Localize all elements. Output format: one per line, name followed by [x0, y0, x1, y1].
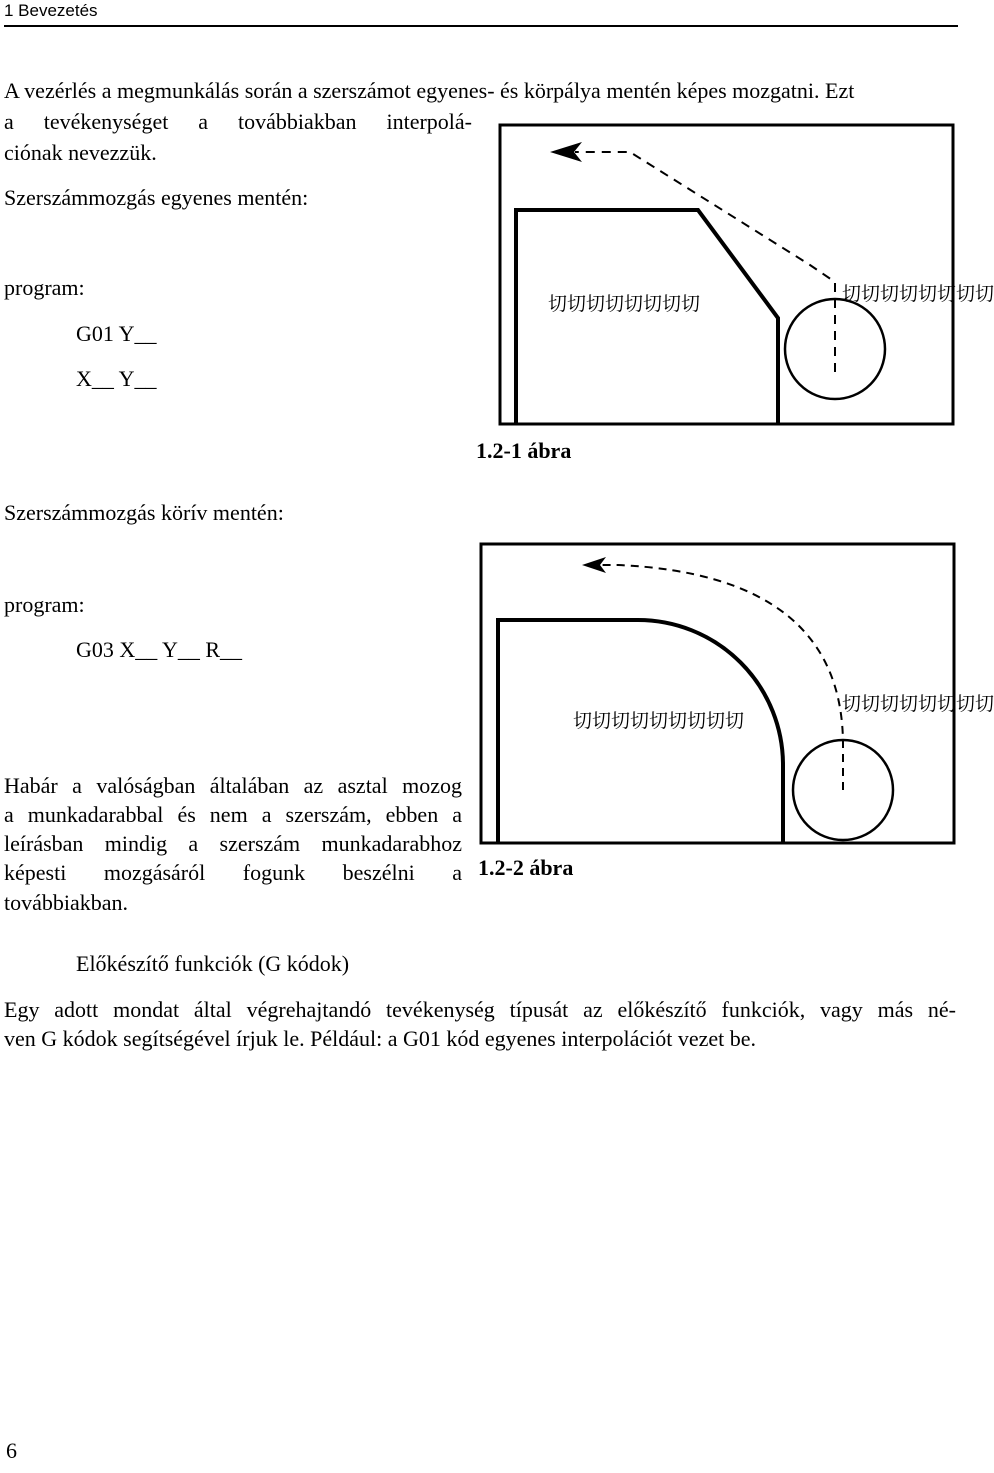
arc-program-label: program: — [4, 592, 85, 617]
page-number: 6 — [6, 1438, 17, 1463]
figure-2-hatch-left: 切切切切切切切切切 — [573, 710, 745, 732]
figure-1-hatch-right: 切切切切切切切切 — [842, 283, 994, 305]
note-line-3: leírásban mindig a szerszám munkadarabhoz — [4, 831, 462, 856]
gcodes-line-1: Egy adott mondat által végrehajtandó tevékenység típusát az előkészítő funkciók, vagy más né- — [4, 997, 956, 1022]
gcodes-line-2: ven G kódok segítségével írjuk le. Például: a G01 kód egyenes interpolációt vezet be. — [4, 1026, 757, 1051]
intro-line-2: a tevékenységet a továbbiakban interpolá- — [4, 109, 472, 134]
arc-title: Szerszámmozgás körív mentén: — [4, 500, 284, 525]
linear-code-1: G01 Y__ — [76, 321, 157, 346]
figure-2-hatch-right: 切切切切切切切切 — [842, 693, 994, 715]
figure-2-arrow-icon — [582, 557, 606, 573]
arc-code-1: G03 X__ Y__ R__ — [76, 637, 243, 662]
figure-2-caption: 1.2-2 ábra — [478, 855, 574, 880]
note-line-4: képesti mozgásáról fogunk beszélni a — [4, 860, 462, 885]
intro-line-3: ciónak nevezzük. — [4, 140, 157, 165]
note-line-2: a munkadarabbal és nem a szerszám, ebben a — [4, 802, 462, 827]
linear-program-label: program: — [4, 275, 85, 300]
chapter-header: 1 Bevezetés — [4, 1, 98, 20]
figure-1-caption: 1.2-1 ábra — [476, 438, 572, 463]
figure-1-hatch-left: 切切切切切切切切 — [548, 293, 701, 315]
intro-line-1: A vezérlés a megmunkálás során a szerszámot egyenes- és körpálya mentén képes mozgatni. Ezt — [4, 78, 855, 103]
linear-title: Szerszámmozgás egyenes mentén: — [4, 185, 309, 210]
gcodes-heading: Előkészítő funkciók (G kódok) — [76, 951, 350, 976]
note-line-5: továbbiakban. — [4, 890, 129, 915]
note-line-1: Habár a valóságban általában az asztal mozog — [4, 773, 462, 798]
linear-code-2: X__ Y__ — [76, 366, 157, 391]
